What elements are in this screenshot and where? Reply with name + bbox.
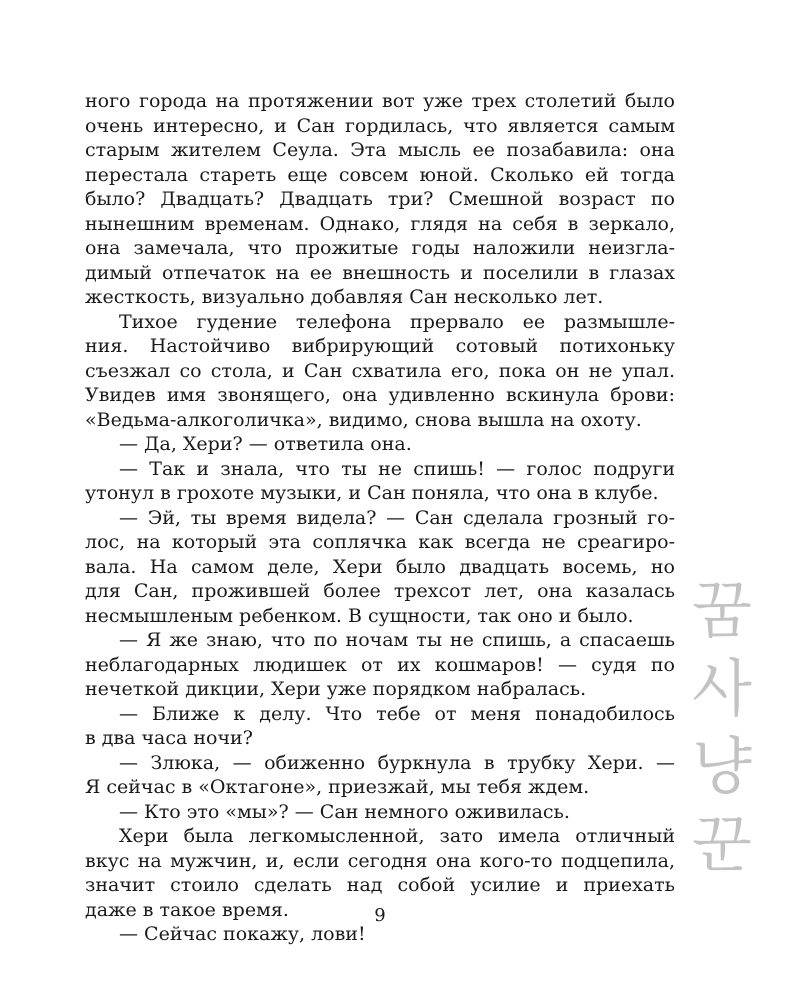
text-line: — Сейчас покажу, лови! [119, 923, 366, 945]
body-text [85, 89, 675, 947]
text-line: — Кто это «мы»? — Сан немного оживилась. [119, 800, 570, 823]
text-line: Тихое гудение телефона прервало ее размышле- [119, 310, 675, 333]
side-title-char: 꾼 [692, 808, 752, 881]
text-line: — Ближе к делу. Что тебе от меня понадобилось [119, 702, 675, 725]
text-line: нынешним временам. Однако, глядя на себя в зеркало, [85, 212, 675, 235]
text-line: — Я же знаю, что по ночам ты не спишь, а спасаешь [119, 629, 675, 651]
vertical-korean-title [680, 572, 764, 884]
text-line: даже в такое время. [85, 898, 289, 921]
text-line: — Злюка, — обиженно буркнула в трубку Хери. — [119, 751, 675, 774]
text-line: «Ведьма-алкоголичка», видимо, снова вышла на охоту. [85, 408, 642, 431]
text-line: ния. Настойчиво вибрирующий сотовый потихоньку [85, 335, 675, 357]
text-line: съезжал со стола, и Сан схватила его, пока он не упал. [85, 359, 675, 382]
page-number: 9 [374, 905, 386, 926]
text-line: несмышленым ребенком. В сущности, так оно и было. [85, 604, 634, 627]
text-line: — Эй, ты время видела? — Сан сделала грозный го- [119, 506, 675, 529]
text-line: ного города на протяжении вот уже трех столетий было [85, 90, 675, 112]
text-line: Хери была легкомысленной, зато имела отличный [119, 825, 675, 847]
text-line: значит стоило сделать над собой усилие и приехать [85, 874, 675, 896]
text-line: Увидев имя звонящего, она удивленно вскинула брови: [85, 384, 675, 406]
text-line: нечеткой дикции, Хери уже порядком набралась. [85, 678, 587, 700]
text-line: для Сан, прожившей более трехсот лет, она казалась [85, 580, 675, 602]
text-line: Я сейчас в «Октагоне», приезжай, мы тебя ждем. [85, 776, 590, 798]
text-line: вала. На самом деле, Хери было двадцать восемь, но [85, 555, 675, 578]
text-line: неблагодарных людишек от их кошмаров! — судя по [85, 653, 675, 676]
text-line: утонул в грохоте музыки, и Сан поняла, что она в клубе. [85, 482, 659, 504]
text-line: старым жителем Сеула. Эта мысль ее позабавила: она [85, 139, 675, 161]
text-line: — Так и знала, что ты не спишь! — голос подруги [119, 457, 675, 480]
text-line: было? Двадцать? Двадцать три? Смешной возраст по [85, 188, 675, 210]
text-line: жесткость, визуально добавляя Сан несколько лет. [85, 286, 604, 308]
text-line: перестала стареть еще совсем юной. Сколько ей тогда [85, 163, 675, 186]
side-title-char: 사 [692, 652, 752, 725]
text-line: она замечала, что прожитые годы наложили неизгла- [85, 237, 675, 259]
text-line: вкус на мужчин, и, если сегодня она кого-то подцепила, [85, 849, 675, 872]
text-line: в два часа ночи? [85, 727, 253, 749]
side-title-char: 냥 [692, 730, 752, 803]
text-line: очень интересно, и Сан гордилась, что является самым [85, 114, 675, 137]
text-line: димый отпечаток на ее внешность и поселили в глазах [85, 261, 675, 284]
side-title-char: 꿈 [692, 574, 752, 647]
text-line: — Да, Хери? — ответила она. [119, 433, 412, 455]
text-line: лос, на который эта соплячка как всегда не среагиро- [85, 531, 675, 553]
